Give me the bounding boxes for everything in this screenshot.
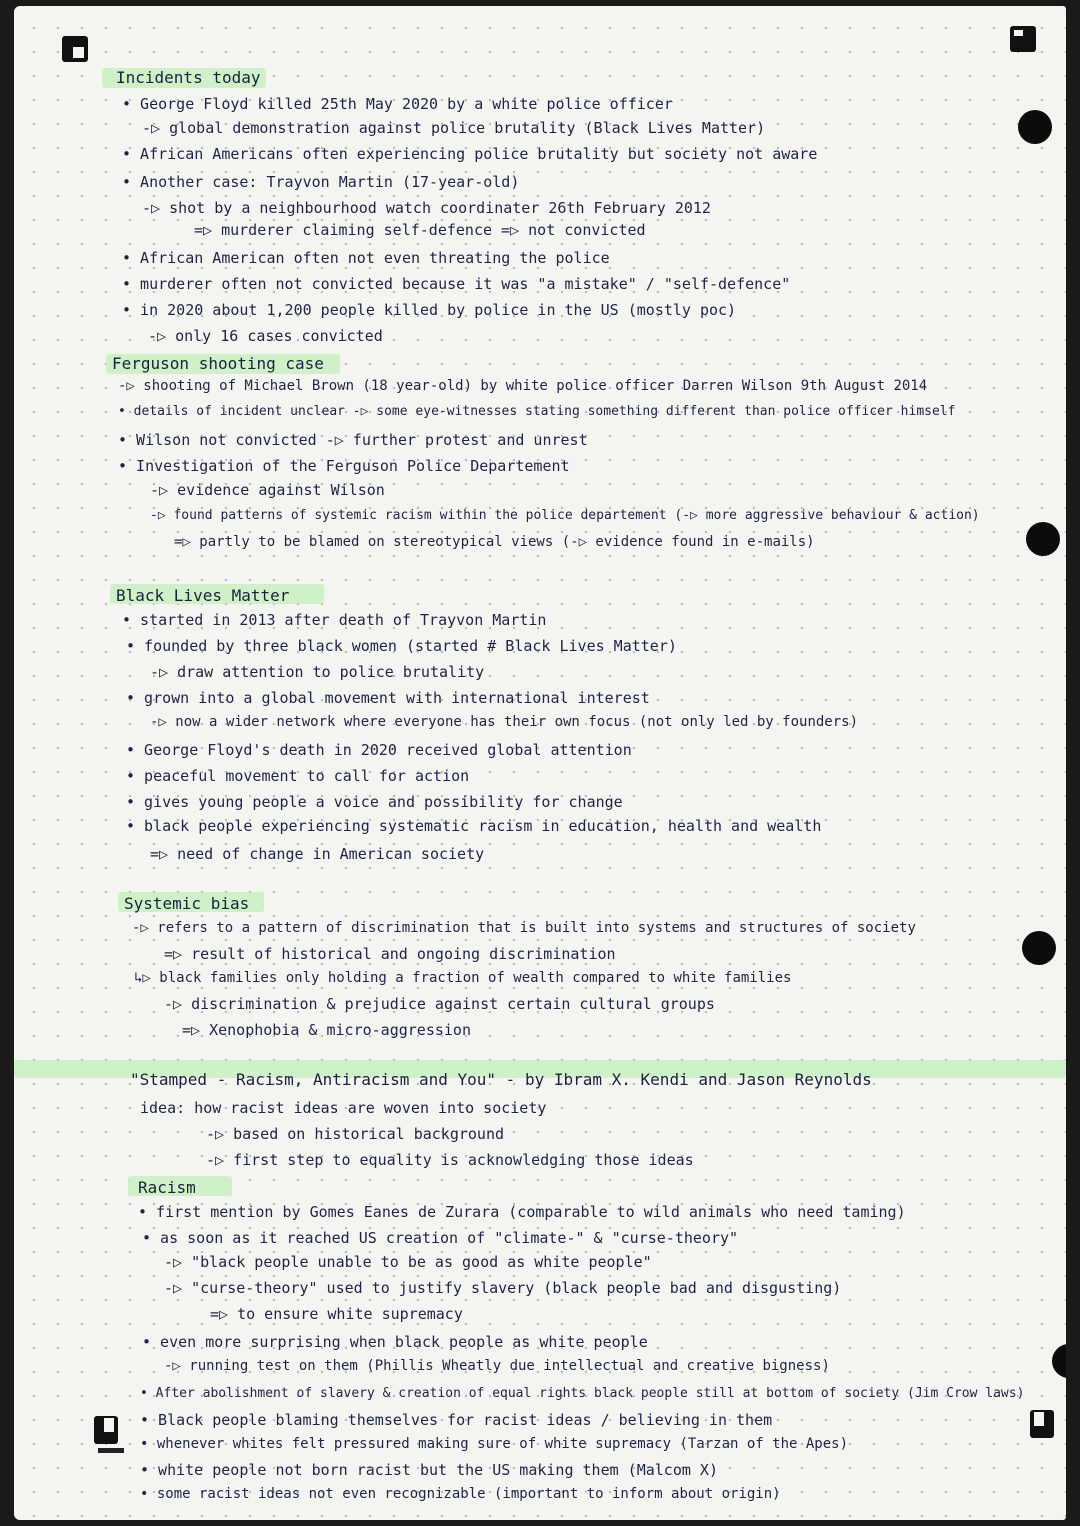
corner-marker-top-left (62, 36, 88, 62)
note-line: • After abolishment of slavery & creation of equal rights black people still at bottom of society (Jim Crow laws) (140, 1386, 1025, 1401)
notebook-page (14, 6, 1066, 1520)
note-line: -▷ now a wider network where everyone has their own focus (not only led by founders) (150, 714, 859, 730)
note-line: • peaceful movement to call for action (126, 767, 470, 785)
note-line: -▷ based on historical background (206, 1125, 505, 1143)
heading-ferguson: Ferguson shooting case (112, 354, 324, 373)
note-line: ↳▷ black families only holding a fraction of wealth compared to white families (134, 970, 792, 986)
note-line: =▷ partly to be blamed on stereotypical views (-▷ evidence found in e-mails) (174, 534, 815, 550)
bottom-left-tick (98, 1448, 124, 1453)
note-line: idea: how racist ideas are woven into society (140, 1099, 547, 1117)
note-line: -▷ "curse-theory" used to justify slavery (black people bad and disgusting) (164, 1279, 842, 1297)
note-line: =▷ Xenophobia & micro-aggression (182, 1021, 471, 1039)
note-line: • Black people blaming themselves for racist ideas / believing in them (140, 1411, 773, 1429)
note-line: -▷ refers to a pattern of discrimination that is built into systems and structures of society (132, 920, 916, 936)
note-line: • started in 2013 after death of Trayvon Martin (122, 611, 547, 629)
note-line: • some racist ideas not even recognizable (important to inform about origin) (140, 1486, 781, 1502)
note-line: • Wilson not convicted -▷ further protest and unrest (118, 431, 588, 449)
note-line: -▷ discrimination & prejudice against certain cultural groups (164, 995, 715, 1013)
note-line: -▷ shot by a neighbourhood watch coordinater 26th February 2012 (142, 199, 711, 217)
note-line: • founded by three black women (started # Black Lives Matter) (126, 637, 677, 655)
note-line: =▷ need of change in American society (150, 845, 485, 863)
note-line: • George Floyd's death in 2020 received global attention (126, 741, 632, 759)
punch-hole (1018, 110, 1052, 144)
note-line: • African Americans often experiencing police brutality but society not aware (122, 145, 818, 163)
note-line: -▷ shooting of Michael Brown (18 year-old) by white police officer Darren Wilson 9th August 2014 (118, 378, 928, 394)
note-line: -▷ global demonstration against police brutality (Black Lives Matter) (142, 119, 766, 137)
punch-hole (1052, 1344, 1066, 1378)
note-line: • George Floyd killed 25th May 2020 by a white police officer (122, 95, 673, 113)
note-line: -▷ running test on them (Phillis Wheatly due intellectual and creative bigness) (164, 1358, 830, 1374)
punch-hole (1026, 522, 1060, 556)
note-line: • Another case: Trayvon Martin (17-year-old) (122, 173, 520, 191)
note-line: • whenever whites felt pressured making sure of white supremacy (Tarzan of the Apes) (140, 1436, 849, 1452)
corner-marker-top-right (1010, 26, 1036, 52)
note-line: -▷ draw attention to police brutality (150, 663, 485, 681)
punch-hole (1022, 931, 1056, 965)
note-line: -▷ "black people unable to be as good as white people" (164, 1253, 652, 1271)
note-line: • black people experiencing systematic racism in education, health and wealth (126, 817, 822, 835)
heading-systemic: Systemic bias (124, 894, 250, 913)
heading-racism: Racism (138, 1178, 196, 1197)
note-line: -▷ only 16 cases convicted (148, 327, 383, 345)
note-line: • gives young people a voice and possibility for change (126, 793, 623, 811)
note-line: =▷ to ensure white supremacy (210, 1305, 463, 1323)
heading-blm: Black Lives Matter (116, 586, 290, 605)
note-line: • details of incident unclear -▷ some eye-witnesses stating something different than police officer himself (118, 404, 956, 419)
note-line: • white people not born racist but the US making them (Malcom X) (140, 1461, 718, 1479)
note-line: • Investigation of the Ferguson Police Departement (118, 457, 570, 475)
note-line: • grown into a global movement with international interest (126, 689, 650, 707)
note-line: • even more surprising when black people as white people (142, 1333, 648, 1351)
note-line: -▷ first step to equality is acknowledging those ideas (206, 1151, 694, 1169)
note-line: -▷ evidence against Wilson (150, 481, 385, 499)
heading-stamped: "Stamped - Racism, Antiracism and You" - by Ibram X. Kendi and Jason Reynolds (130, 1070, 872, 1089)
note-line: =▷ murderer claiming self-defence =▷ not convicted (194, 221, 646, 239)
heading-incidents: Incidents today (116, 68, 261, 87)
note-line: • African American often not even threating the police (122, 249, 610, 267)
note-line: • first mention by Gomes Eanes de Zurara (comparable to wild animals who need taming) (138, 1203, 906, 1221)
corner-marker-bottom-right (1030, 1410, 1054, 1438)
note-line: • as soon as it reached US creation of "climate-" & "curse-theory" (142, 1229, 739, 1247)
note-line: -▷ found patterns of systemic racism within the police departement (-▷ more aggressive behaviour & action) (150, 508, 980, 523)
note-line: =▷ result of historical and ongoing discrimination (164, 945, 616, 963)
note-line: • in 2020 about 1,200 people killed by police in the US (mostly poc) (122, 301, 737, 319)
note-line: • murderer often not convicted because it was "a mistake" / "self-defence" (122, 275, 791, 293)
corner-marker-bottom-left (94, 1416, 118, 1444)
